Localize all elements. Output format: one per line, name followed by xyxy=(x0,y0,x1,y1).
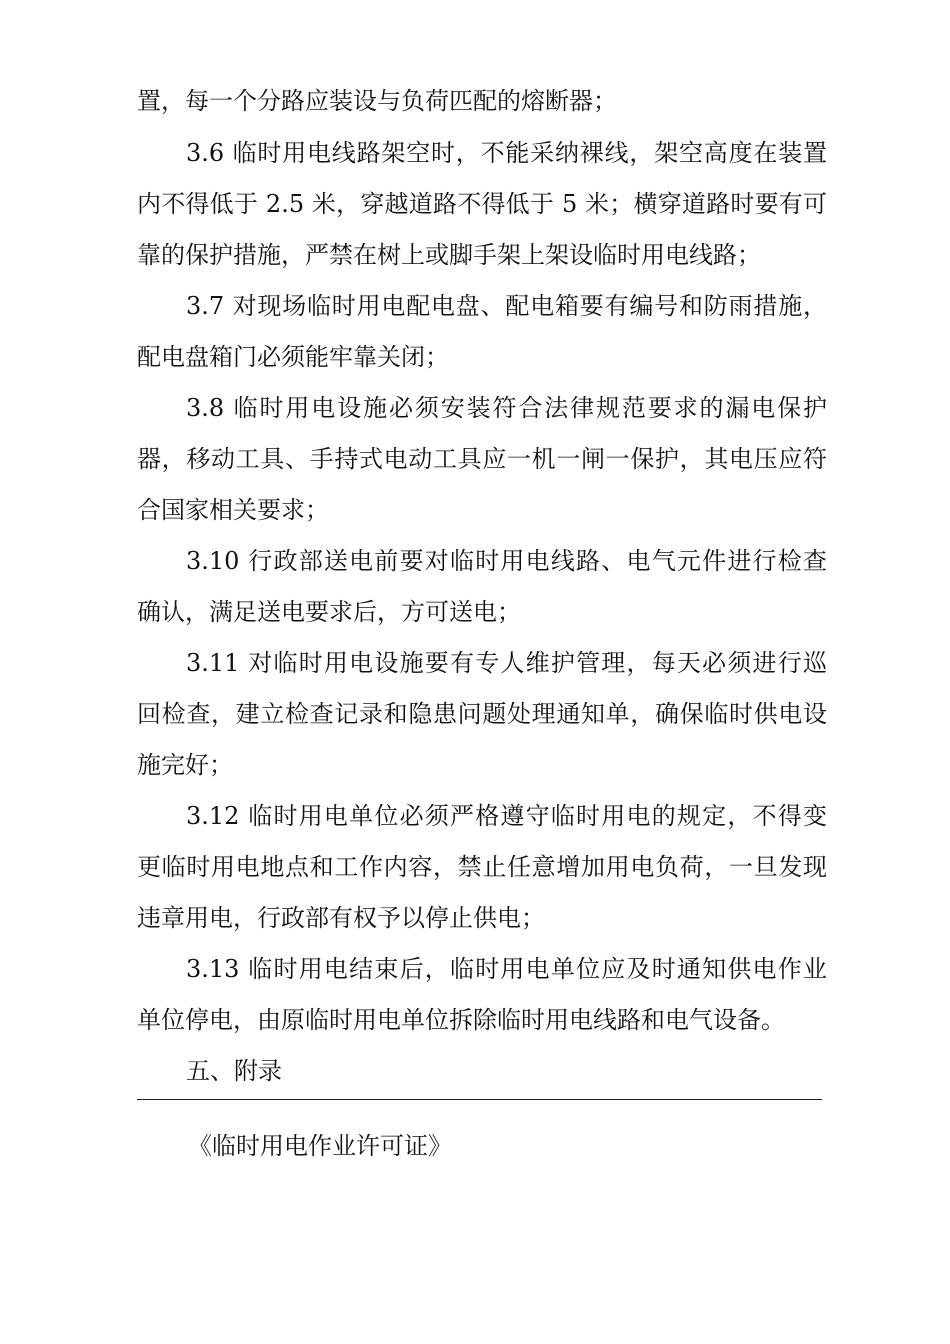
clause-3-13-line-2: 单位停电，由原临时用电单位拆除临时用电线路和电气设备。 xyxy=(137,1006,785,1034)
clause-3-11-line-1: 3.11 对临时用电设施要有专人维护管理，每天必须进行巡 xyxy=(186,649,827,677)
paragraph-continuation-line: 置，每一个分路应装设与负荷匹配的熔断器； xyxy=(137,87,617,115)
clause-3-11-line-3: 施完好； xyxy=(137,751,233,779)
clause-3-7-line-2: 配电盘箱门必须能牢靠关闭； xyxy=(137,343,449,371)
clause-3-8-line-3: 合国家相关要求； xyxy=(137,496,329,524)
section-divider xyxy=(137,1099,822,1100)
clause-3-7-line-1: 3.7 对现场临时用电配电盘、配电箱要有编号和防雨措施， xyxy=(186,292,827,320)
clause-3-8-line-1: 3.8 临时用电设施必须安装符合法律规范要求的漏电保护 xyxy=(186,394,827,422)
clause-3-6-line-2: 内不得低于 2.5 米，穿越道路不得低于 5 米；横穿道路时要有可 xyxy=(137,190,827,218)
clause-3-13-line-1: 3.13 临时用电结束后，临时用电单位应及时通知供电作业 xyxy=(186,955,827,983)
clause-3-6-line-1: 3.6 临时用电线路架空时，不能采纳裸线，架空高度在装置 xyxy=(186,139,827,167)
clause-3-10-line-1: 3.10 行政部送电前要对临时用电线路、电气元件进行检查 xyxy=(186,547,827,575)
clause-3-11-line-2: 回检查，建立检查记录和隐患问题处理通知单，确保临时供电设 xyxy=(137,700,827,728)
appendix-title: 《临时用电作业许可证》 xyxy=(188,1132,452,1160)
clause-3-12-line-1: 3.12 临时用电单位必须严格遵守临时用电的规定，不得变 xyxy=(186,802,827,830)
clause-3-12-line-3: 违章用电，行政部有权予以停止供电； xyxy=(137,904,545,932)
section-heading-appendix: 五、附录 xyxy=(186,1057,282,1085)
clause-3-12-line-2: 更临时用电地点和工作内容，禁止任意增加用电负荷，一旦发现 xyxy=(137,853,827,881)
clause-3-8-line-2: 器，移动工具、手持式电动工具应一机一闸一保护，其电压应符 xyxy=(137,445,827,473)
clause-3-10-line-2: 确认，满足送电要求后，方可送电； xyxy=(137,598,521,626)
clause-3-6-line-3: 靠的保护措施，严禁在树上或脚手架上架设临时用电线路； xyxy=(137,241,761,269)
